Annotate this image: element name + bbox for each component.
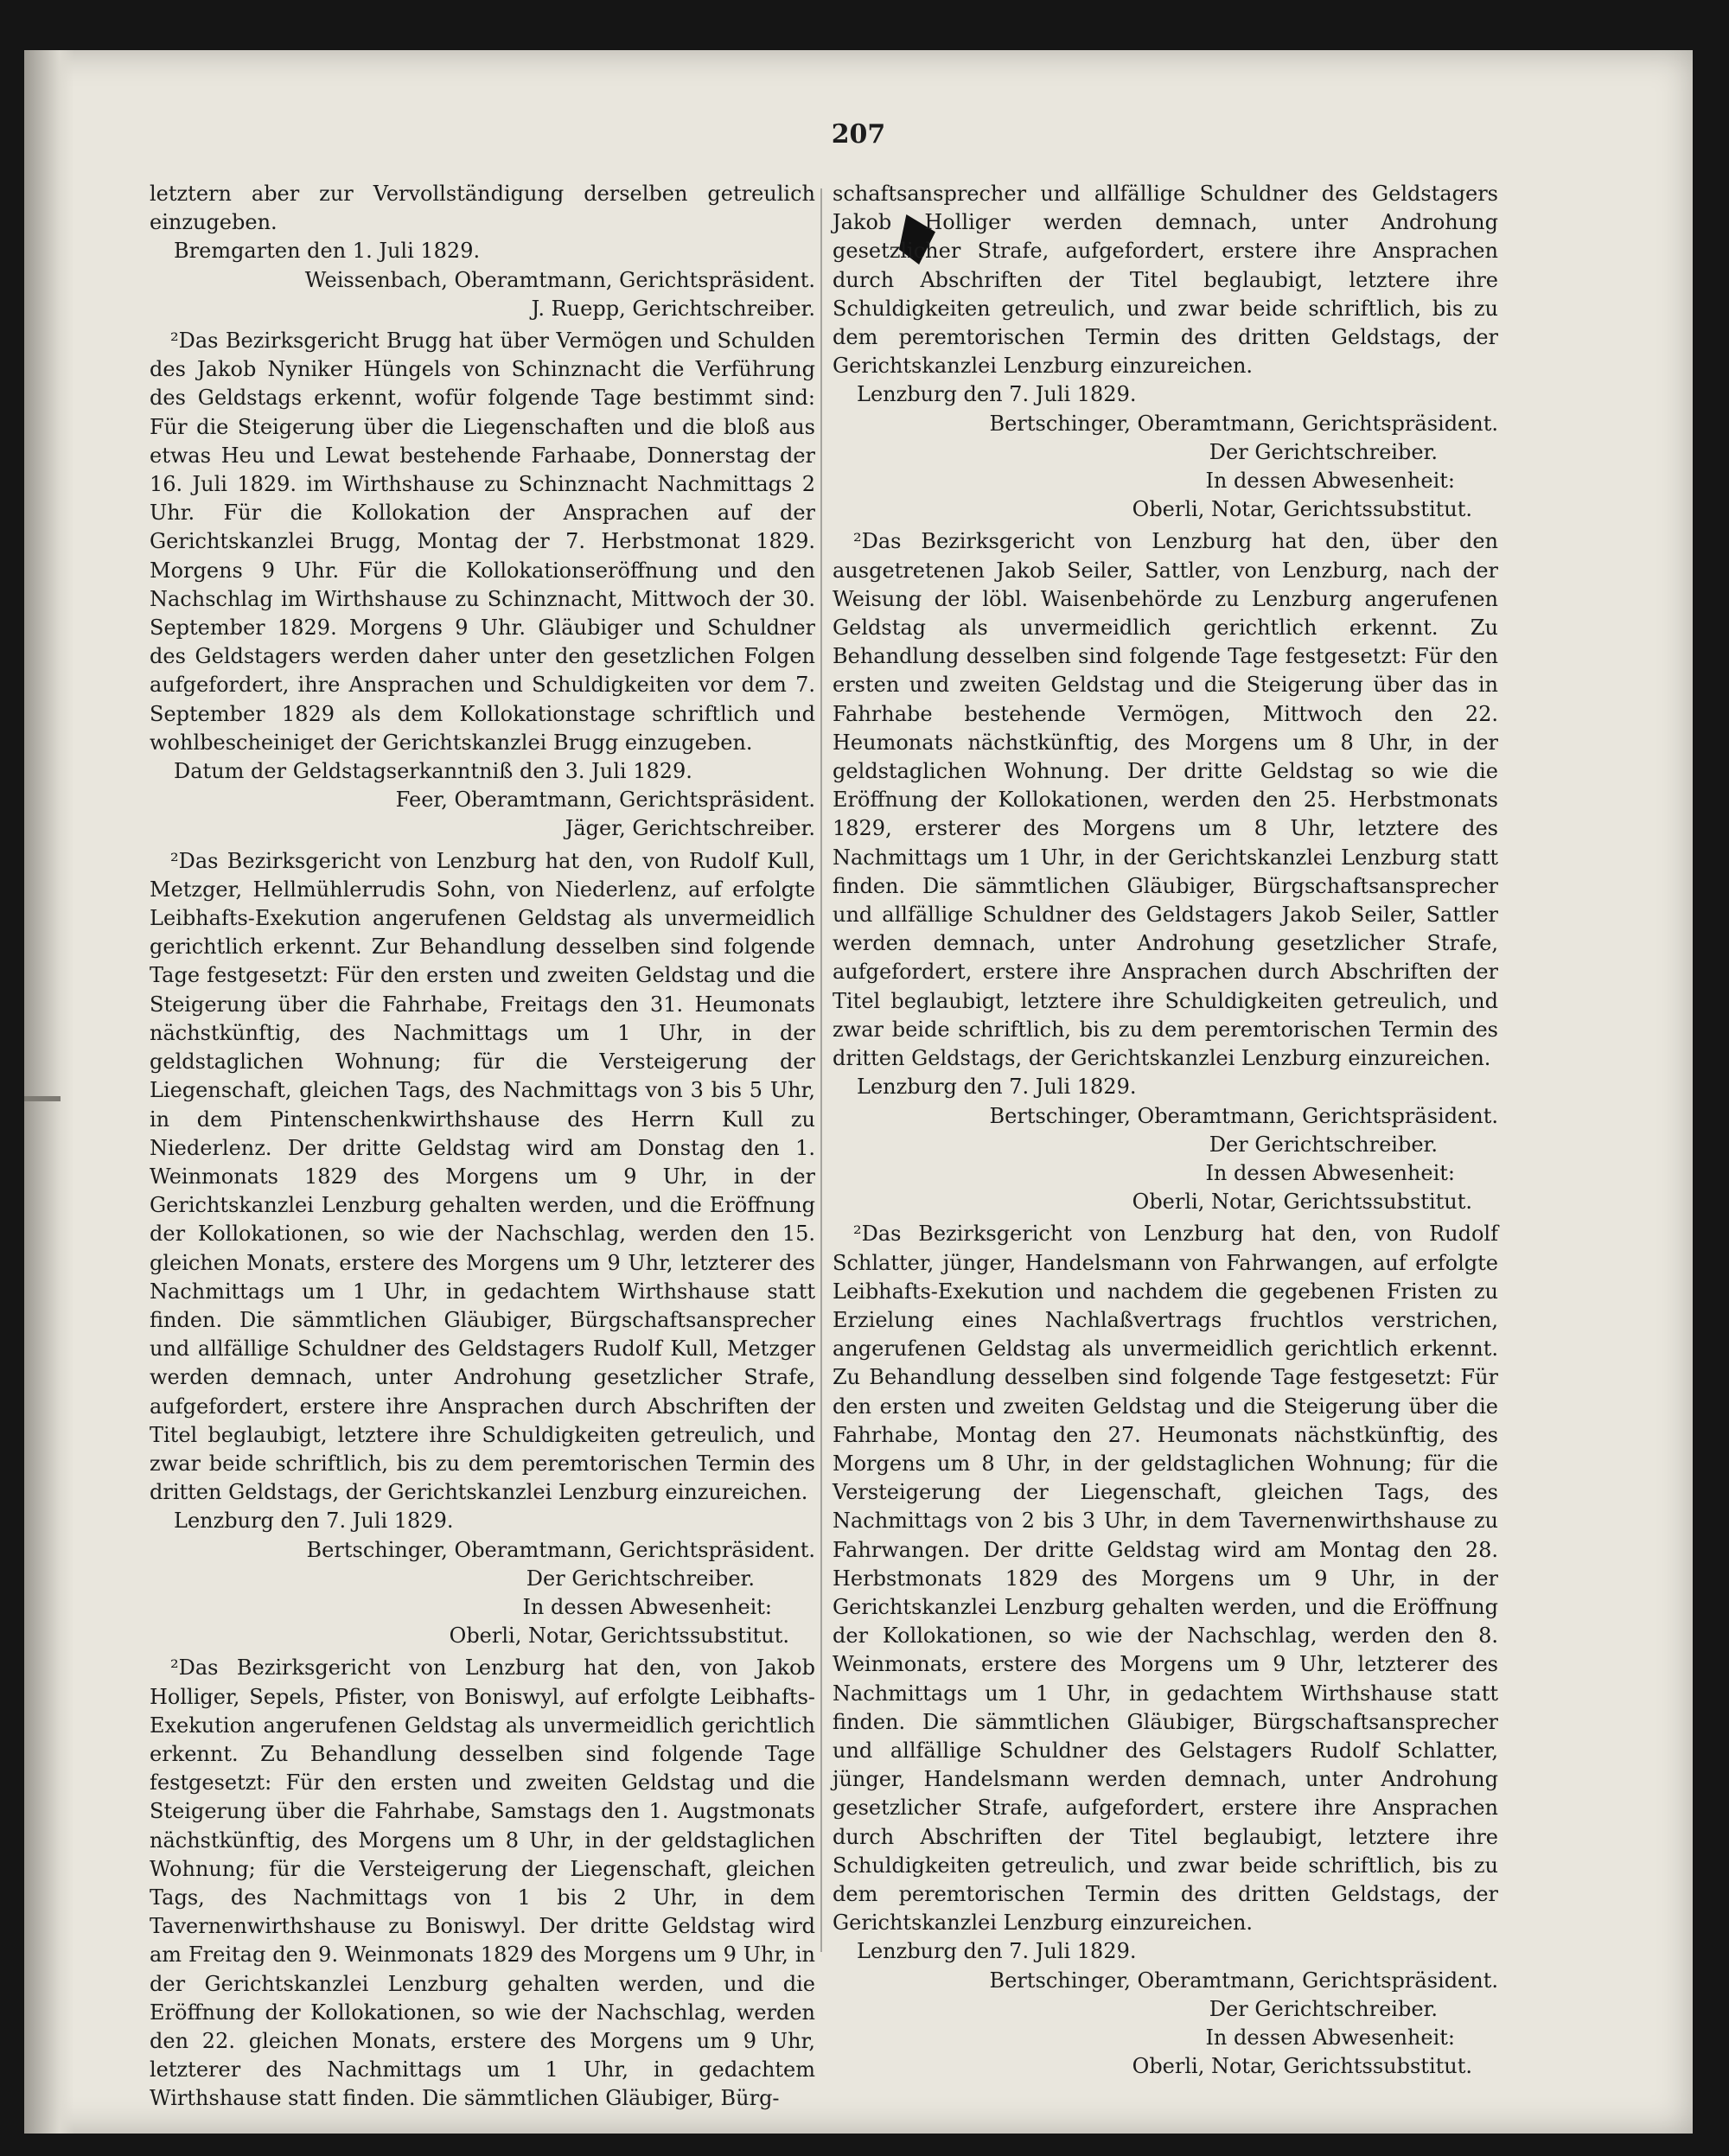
notice-date: Bremgarten den 1. Juli 1829. xyxy=(174,239,481,264)
signature-substitute: Oberli, Notar, Gerichtssubstitut. xyxy=(1132,2054,1472,2079)
signature-clerk: Der Gerichtschreiber. xyxy=(1209,1132,1438,1157)
binding-gutter-shadow xyxy=(24,50,74,2134)
signature-president: Bertschinger, Oberamtmann, Gerichtspräsident. xyxy=(989,1103,1498,1128)
signature-absence-note: In dessen Abwesenheit: xyxy=(1205,2025,1455,2050)
notice-text: ²Das Bezirksgericht von Lenzburg hat den, von Jakob Holliger, Sepels, Pfister, von Boniswyl, auf erfolgte Leibhafts-Exekution angerufenen Geldstag als unvermeidlich gerichtlich erkennt. Zu Behandlung desselben sind folgende Tage festgesetzt: Für den ersten und zweiten Geldstag und die Steigerung über die Fahrhabe, Samstags den 1. Augstmonats nächstkünftig, des Morgens um 8 Uhr, in der geldstaglichen Wohnung; für die Versteigerung der Liegenschaft, gleichen Tags, des Nachmittags von 1 bis 2 Uhr, in dem Tavernenwirthshause zu Boniswyl. Der dritte Geldstag wird am Freitag den 9. Weinmonats 1829 des Morgens um 9 Uhr, in der Gerichtskanzlei Lenzburg gehalten werden, und die Eröffnung der Kollokationen, so wie der Nachschlag, werden den 22. gleichen Monats, erstere des Morgens um 9 Uhr, letzterer des Nachmittags um 1 Uhr, in gedachtem Wirthshause statt finden. Die sämmtlichen Gläubiger, Bürg- xyxy=(150,1655,815,2111)
notice-date: Lenzburg den 7. Juli 1829. xyxy=(857,1939,1137,1964)
notice-text: ²Das Bezirksgericht Brugg hat über Vermögen und Schulden des Jakob Nyniker Hüngels von Schinznacht die Verführung des Geldstags erkennt, wofür folgende Tage bestimmt sind: Für die Steigerung über die Liegenschaften und die bloß aus etwas Heu und Lewat bestehende Farhaabe, Donnerstag der 16. Juli 1829. im Wirthshause zu Schinznacht Nachmittags 2 Uhr. Für die Kollokation der Ansprachen auf der Gerichtskanzlei Brugg, Montag der 7. Herbstmonat 1829. Morgens 9 Uhr. Für die Kollokationseröffnung und den Nachschlag im Wirthshause zu Schinznacht, Mittwoch der 30. September 1829. Morgens 9 Uhr. Gläubiger und Schuldner des Geldstagers werden daher unter den gesetzlichen Folgen aufgefordert, ihre Ansprachen und Schuldigkeiten vor dem 7. September 1829 als dem Kollokationstage schriftlich und wohlbescheiniget der Gerichtskanzlei Brugg einzugeben. xyxy=(150,329,815,755)
right-column xyxy=(833,180,1498,2084)
notice-lenzburg-kull xyxy=(150,847,815,1651)
signature-clerk: J. Ruepp, Gerichtschreiber. xyxy=(531,296,815,321)
signature-substitute: Oberli, Notar, Gerichtssubstitut. xyxy=(449,1623,789,1649)
notice-date: Lenzburg den 7. Juli 1829. xyxy=(174,1509,454,1534)
signature-substitute: Oberli, Notar, Gerichtssubstitut. xyxy=(1132,1190,1472,1215)
notice-lenzburg-schlatter xyxy=(833,1220,1498,2081)
signature-clerk: Der Gerichtschreiber. xyxy=(526,1566,755,1591)
notice-text: schaftsansprecher und allfällige Schuldner des Geldstagers Jakob Holliger werden demnach, unter Androhung gesetzlicher Strafe, aufgefordert, erstere ihre Ansprachen durch Abschriften der Titel beglaubigt, letztere ihre Schuldigkeiten getreulich, und zwar beide schriftlich, bis zu dem peremtorischen Termin des dritten Geldstags, der Gerichtskanzlei Lenzburg einzureichen. xyxy=(833,182,1498,379)
signature-president: Bertschinger, Oberamtmann, Gerichtspräsident. xyxy=(306,1537,815,1562)
notice-text: ²Das Bezirksgericht von Lenzburg hat den, über den ausgetretenen Jakob Seiler, Sattler, von Lenzburg, nach der Weisung der löbl. Waisenbehörde zu Lenzburg angerufenen Geldstag als unvermeidlich gerichtlich erkennt. Zu Behandlung desselben sind folgende Tage festgesetzt: Für den ersten und zweiten Geldstag und die Steigerung über das in Fahrhabe bestehende Vermögen, Mittwoch den 22. Heumonats nächstkünftig, des Morgens um 8 Uhr, in der geldstaglichen Wohnung. Der dritte Geldstag so wie die Eröffnung der Kollokationen, werden den 25. Herbstmonats 1829, ersterer des Morgens um 8 Uhr, letztere des Nachmittags um 1 Uhr, in der Gerichtskanzlei Lenzburg statt finden. Die sämmtlichen Gläubiger, Bürgschaftsansprecher und allfällige Schuldner des Geldstagers Jakob Seiler, Sattler werden demnach, unter Androhung gesetzlicher Strafe, aufgefordert, erstere ihre Ansprachen durch Abschriften der Titel beglaubigt, letztere ihre Schuldigkeiten getreulich, und zwar beide schriftlich, bis zu dem peremtorischen Termin des dritten Geldstags, der Gerichtskanzlei Lenzburg einzureichen. xyxy=(833,529,1498,1071)
page-number: 207 xyxy=(831,119,886,150)
notice-text: ²Das Bezirksgericht von Lenzburg hat den, von Rudolf Schlatter, jünger, Handelsmann von Fahrwangen, auf erfolgte Leibhafts-Exekution und nachdem die gegebenen Fristen zu Erzielung eines Nachlaßvertrags fruchtlos verstrichen, angerufenen Geldstag als unvermeidlich gerichtlich erkennt. Zu Behandlung desselben sind folgende Tage festgesetzt: Für den ersten und zweiten Geldstag und die Steigerung über die Fahrhabe, Montag den 27. Heumonats nächstkünftig, des Morgens um 8 Uhr, in der geldstaglichen Wohnung; für die Versteigerung der Liegenschaft, gleichen Tags, des Nachmittags von 2 bis 3 Uhr, in dem Tavernenwirthshause zu Fahrwangen. Der dritte Geldstag wird am Montag den 28. Herbstmonats 1829 des Morgens um 9 Uhr, in der Gerichtskanzlei Lenzburg gehalten werden, und die Eröffnung der Kollokationen, so wie der Nachschlag, werden den 8. Weinmonats, erstere des Morgens um 9 Uhr, letzterer des Nachmittags um 1 Uhr, in gedachtem Wirthshause statt finden. Die sämmtlichen Gläubiger, Bürgschaftsansprecher und allfällige Schuldner des Gelstagers Rudolf Schlatter, jünger, Handelsmann werden demnach, unter Androhung gesetzlicher Strafe, aufgefordert, erstere ihre Ansprachen durch Abschriften der Titel beglaubigt, letztere ihre Schuldigkeiten getreulich, und zwar beide schriftlich, bis zu dem peremtorischen Termin des dritten Geldstags, der Gerichtskanzlei Lenzburg einzureichen. xyxy=(833,1222,1498,1936)
fold-mark xyxy=(24,1096,61,1101)
notice-date: Datum der Geldstagserkanntniß den 3. Juli 1829. xyxy=(174,759,692,784)
notice-lenzburg-holliger xyxy=(150,1654,815,2113)
signature-clerk: Der Gerichtschreiber. xyxy=(1209,439,1438,464)
notice-lenzburg-holliger-continued xyxy=(833,180,1498,524)
notice-bremgarten-end xyxy=(150,180,815,323)
newspaper-page xyxy=(24,50,1693,2134)
signature-substitute: Oberli, Notar, Gerichtssubstitut. xyxy=(1132,497,1472,522)
signature-president: Weissenbach, Oberamtmann, Gerichtspräsident. xyxy=(304,267,815,292)
notice-text: letztern aber zur Vervollständigung derselben getreulich einzugeben. xyxy=(150,182,815,235)
signature-absence-note: In dessen Abwesenheit: xyxy=(1205,469,1455,494)
signature-absence-note: In dessen Abwesenheit: xyxy=(522,1594,772,1619)
signature-president: Feer, Oberamtmann, Gerichtspräsident. xyxy=(395,788,815,813)
notice-date: Lenzburg den 7. Juli 1829. xyxy=(857,382,1137,407)
signature-president: Bertschinger, Oberamtmann, Gerichtspräsident. xyxy=(989,1968,1498,1993)
signature-absence-note: In dessen Abwesenheit: xyxy=(1205,1160,1455,1185)
left-column xyxy=(150,180,815,2117)
notice-date: Lenzburg den 7. Juli 1829. xyxy=(857,1075,1137,1100)
signature-clerk: Der Gerichtschreiber. xyxy=(1209,1996,1438,2021)
notice-text: ²Das Bezirksgericht von Lenzburg hat den, von Rudolf Kull, Metzger, Hellmühlerrudis Sohn, von Niederlenz, auf erfolgte Leibhafts-Exekution angerufenen Geldstag als unvermeidlich gerichtlich erkennt. Zur Behandlung desselben sind folgende Tage festgesetzt: Für den ersten und zweiten Geldstag und die Steigerung über die Fahrhabe, Freitags den 31. Heumonats nächstkünftig, des Nachmittags um 1 Uhr, in der geldstaglichen Wohnung; für die Versteigerung der Liegenschaft, gleichen Tags, des Nachmittags von 3 bis 5 Uhr, in dem Pintenschenkwirthshause des Herrn Kull zu Niederlenz. Der dritte Geldstag wird am Donstag den 1. Weinmonats 1829 des Morgens um 9 Uhr, in der Gerichtskanzlei Lenzburg gehalten werden, und die Eröffnung der Kollokationen, so wie der Nachschlag, werden den 15. gleichen Monats, erstere des Morgens um 9 Uhr, letzterer des Nachmittags um 1 Uhr, in gedachtem Wirthshause statt finden. Die sämmtlichen Gläubiger, Bürgschaftsansprecher und allfällige Schuldner des Geldstagers Rudolf Kull, Metzger werden demnach, unter Androhung gesetzlicher Strafe, aufgefordert, erstere ihre Ansprachen durch Abschriften der Titel beglaubigt, letztere ihre Schuldigkeiten getreulich, und zwar beide schriftlich, bis zu dem peremtorischen Termin des dritten Geldstags, der Gerichtskanzlei Lenzburg einzureichen. xyxy=(150,848,815,1505)
signature-clerk: Jäger, Gerichtschreiber. xyxy=(565,816,815,841)
column-divider xyxy=(820,188,822,1952)
notice-lenzburg-seiler xyxy=(833,527,1498,1216)
signature-president: Bertschinger, Oberamtmann, Gerichtspräsident. xyxy=(989,411,1498,436)
notice-brugg-nyniker xyxy=(150,327,815,844)
